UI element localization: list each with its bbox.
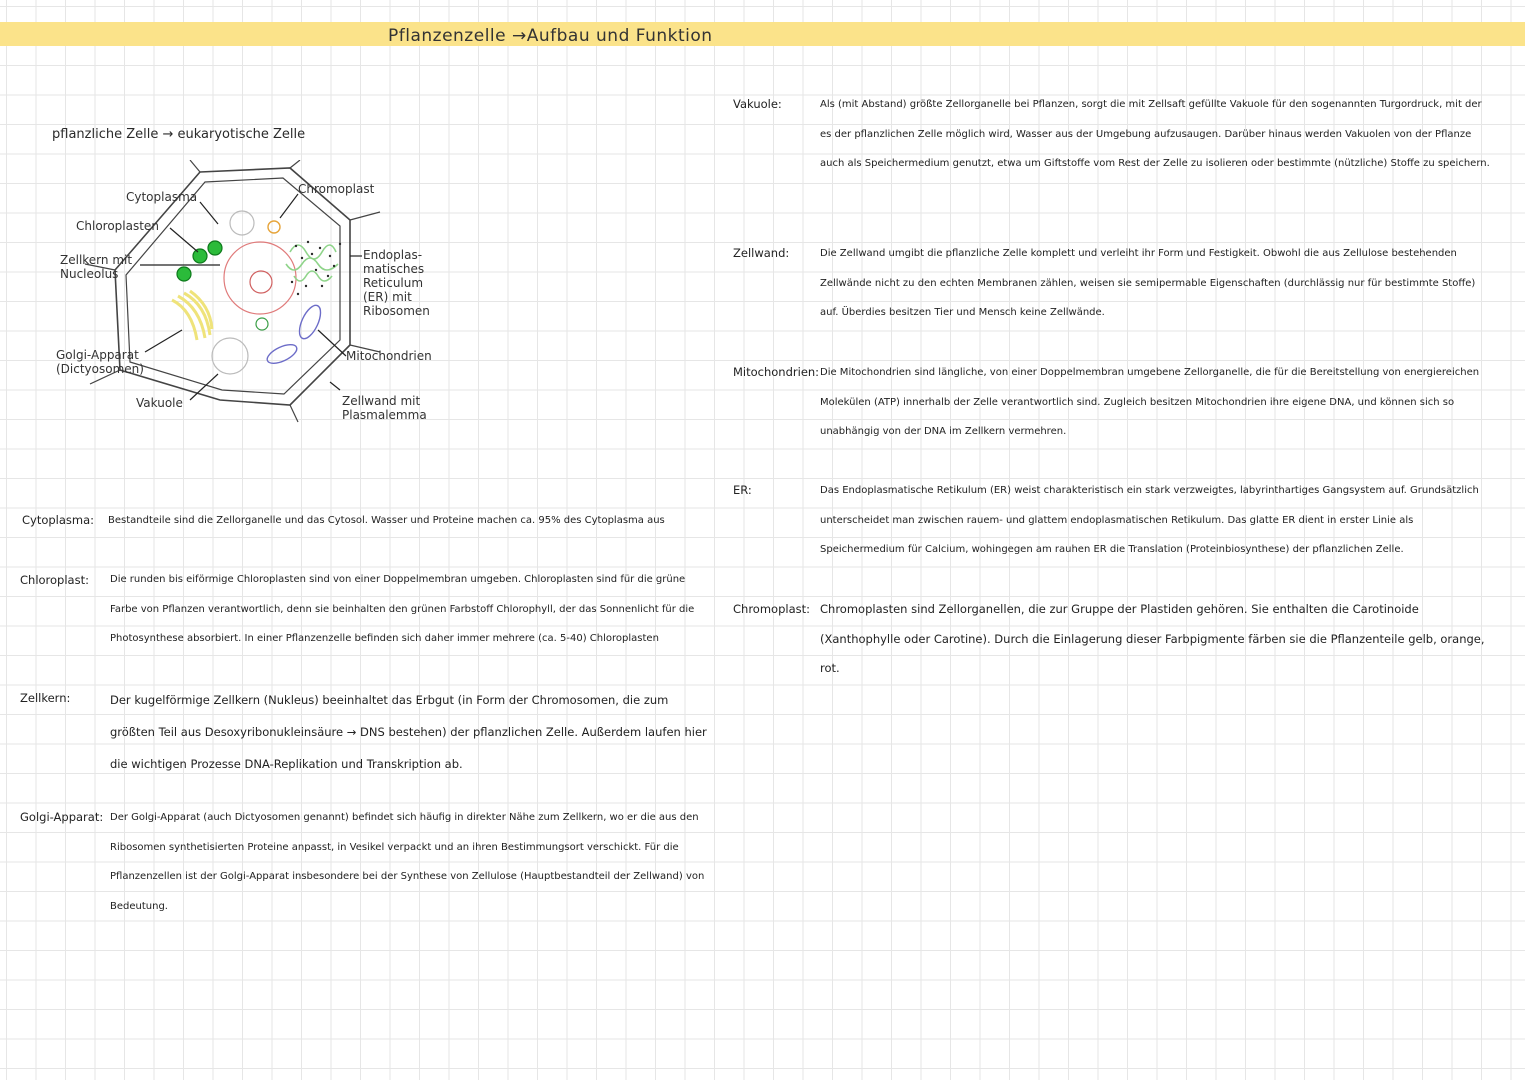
- label-chloroplasten: Chloroplasten: [76, 219, 159, 233]
- desc-cytoplasma: Bestandteile sind die Zellorganelle und das Cytosol. Wasser und Proteine machen ca. 95% des Cytoplasma aus: [108, 515, 665, 526]
- desc-mitochondrien: Die Mitochondrien sind längliche, von einer Doppelmembran umgebene Zellorganelle, die für die Bereitstellung von energiereichen Molekülen (ATP) innerhalb der Zelle verantwortlich sind. Zugleich besitzen Mitochondrien ihre eigene DNA, und können sich so unabhängig von der DNA im Zellkern vermehren.: [820, 367, 1480, 437]
- chromoplast: [268, 221, 280, 233]
- label-zellwand: Zellwand mit Plasmalemma: [342, 394, 427, 422]
- label-chromoplast: Chromoplast: [298, 182, 375, 196]
- term-chloroplast: Chloroplast:: [20, 573, 89, 587]
- label-golgi: Golgi-Apparat (Dictyosomen): [56, 348, 144, 376]
- wall-line: [290, 405, 298, 422]
- wall-line: [190, 160, 200, 172]
- chloroplast: [256, 318, 268, 330]
- nucleus: [224, 242, 296, 314]
- chloroplast: [193, 249, 207, 263]
- chloroplast: [208, 241, 222, 255]
- endoplasmic-reticulum: [286, 245, 338, 281]
- term-zellwand: Zellwand:: [733, 246, 790, 260]
- label-vakuole: Vakuole: [136, 396, 183, 410]
- desc-chromoplast: Chromoplasten sind Zellorganellen, die zur Gruppe der Plastiden gehören. Sie enthalten die Carotinoide (Xanthophylle oder Carotine). Durch die Einlagerung dieser Farbpigmente färben sie die Pflanzenteile gelb, orange, rot.: [820, 602, 1485, 675]
- label-cytoplasma: Cytoplasma: [126, 190, 198, 204]
- page-title: Pflanzenzelle →Aufbau und Funktion: [388, 26, 713, 46]
- term-chromoplast: Chromoplast:: [733, 602, 810, 616]
- label-mitochondrien: Mitochondrien: [346, 349, 432, 363]
- term-vakuole: Vakuole:: [733, 97, 782, 111]
- leader-lines: [140, 194, 362, 400]
- term-zellkern: Zellkern:: [20, 691, 71, 705]
- mitochondrion: [265, 341, 300, 367]
- desc-er: Das Endoplasmatische Retikulum (ER) weist charakteristisch ein stark verzweigtes, labyrinthartiges Gangsystem auf. Grundsätzlich unterscheidet man zwischen rauem- und glattem endoplasmatischen Retikulum. Das glatte ER dient in erster Linie als Speichermedium für Calcium, wohingegen am rauhen ER die Translation (Proteinbiosynthese) der pflanzlichen Zelle.: [820, 485, 1479, 555]
- desc-zellkern: Der kugelförmige Zellkern (Nukleus) beeinhaltet das Erbgut (in Form der Chromosomen, die zum größten Teil aus Desoxyribonukleinsäure → DNS bestehen) der pflanzlichen Zelle. Außerdem laufen hier die wichtigen Prozesse DNA-Replikation und Transkription ab.: [110, 693, 707, 771]
- desc-golgi: Der Golgi-Apparat (auch Dictyosomen genannt) befindet sich häufig in direkter Nähe zum Zellkern, wo er die aus den Ribosomen synthetisierten Proteine anpasst, in Vesikel verpackt und an ihren Bestimmungsort verschickt. Für die Pflanzenzellen ist der Golgi-Apparat insbesondere bei der Synthese von Zellulose (Hauptbestandteil der Zellwand) von Bedeutung.: [110, 812, 705, 912]
- cell-diagram: [50, 160, 450, 430]
- label-er: Endoplas- matisches Reticulum (ER) mit Ribosomen: [363, 248, 430, 318]
- vacuole: [212, 338, 248, 374]
- desc-zellwand: Die Zellwand umgibt die pflanzliche Zelle komplett und verleiht ihr Form und Festigkeit. Obwohl die aus Zellulose bestehenden Zellwände nicht zu den echten Membranen zählen, weisen sie semipermable Eigenschaften (durchlässig nur für bestimmte Stoffe) auf. Überdies besitzen Tier und Mensch keine Zellwände.: [820, 248, 1476, 318]
- term-er: ER:: [733, 483, 752, 497]
- term-mitochondrien: Mitochondrien:: [733, 365, 820, 379]
- mitochondrion: [295, 302, 325, 341]
- wall-line: [350, 212, 380, 220]
- wall-line: [290, 160, 300, 168]
- title-highlight: [0, 22, 1525, 46]
- vacuole: [230, 211, 254, 235]
- chloroplast: [177, 267, 191, 281]
- nucleolus: [250, 271, 272, 293]
- desc-chloroplast: Die runden bis eiförmige Chloroplasten sind von einer Doppelmembran umgeben. Chloroplasten sind für die grüne Farbe von Pflanzen verantwortlich, denn sie beinhalten den grünen Farbstoff Chlorophyll, der das Sonnenlicht für die Photosynthese absorbiert. In einer Pflanzenzelle befinden sich daher immer mehrere (ca. 5-40) Chloroplasten: [110, 574, 695, 644]
- term-golgi: Golgi-Apparat:: [20, 810, 104, 824]
- page-subtitle: pflanzliche Zelle → eukaryotische Zelle: [52, 127, 306, 142]
- term-cytoplasma: Cytoplasma:: [22, 513, 95, 527]
- desc-vakuole: Als (mit Abstand) größte Zellorganelle bei Pflanzen, sorgt die mit Zellsaft gefüllte Vakuole für den sogenannten Turgordruck, mit der es der pflanzlichen Zelle möglich wird, Wasser aus der Umgebung aufzusaugen. Darüber hinaus werden Vakuolen von der Pflanze auch als Speichermedium genutzt, etwa um Giftstoffe vom Rest der Zelle zu isolieren oder bestimmte (nützliche) Stoffe zu speichern.: [820, 99, 1490, 169]
- label-zellkern: Zellkern mit Nucleolus: [60, 253, 133, 281]
- cell-wall-inner: [126, 178, 340, 394]
